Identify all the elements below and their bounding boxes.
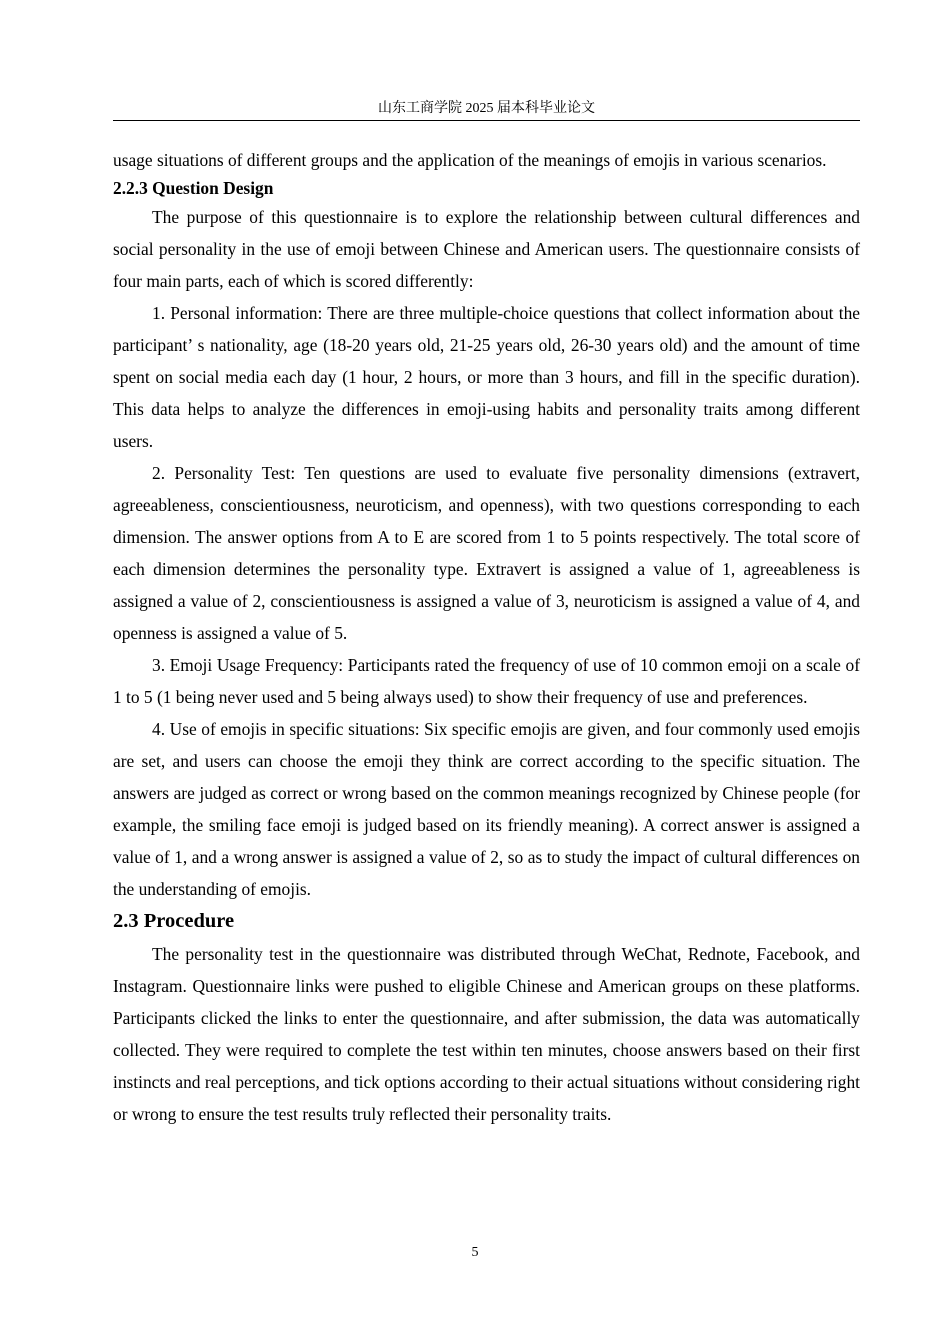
paragraph-procedure: The personality test in the questionnaire was distributed through WeChat, Rednote, Facebook, and Instagram. Questionnaire links were pushed to eligible Chinese and American groups on these platforms. Participants clicked the links to enter the questionnaire, and after submission, the data was automatically collected. They were required to complete the test within ten minutes, choose answers based on their first instincts and real perceptions, and tick options according to their actual situations without considering right or wrong to ensure the test results truly reflected their personality traits.: [113, 944, 860, 1124]
section-heading-2-2-3: 2.2.3 Question Design: [113, 178, 274, 198]
page-body: [113, 144, 860, 1130]
page-number: 5: [471, 1245, 479, 1260]
paragraph-continuation: usage situations of different groups and the application of the meanings of emojis in various scenarios.: [113, 150, 827, 170]
paragraph-item-emoji-situations: 4. Use of emojis in specific situations: Six specific emojis are given, and four commonly used emojis are set, and users can choose the emoji they think are correct according to the specific situation. The answers are judged as correct or wrong based on the common meanings recognized by Chinese people (for example, the smiling face emoji is judged based on its friendly meaning). A correct answer is assigned a value of 1, and a wrong answer is assigned a value of 2, so as to study the impact of cultural differences on the understanding of emojis.: [113, 719, 860, 899]
running-header: 山东工商学院 2025 届本科毕业论文: [113, 100, 860, 121]
paragraph-item-emoji-frequency: 3. Emoji Usage Frequency: Participants rated the frequency of use of 10 common emoji on a scale of 1 to 5 (1 being never used and 5 being always used) to show their frequency of use and preferences.: [113, 655, 860, 707]
section-heading-2-3: 2.3 Procedure: [113, 910, 235, 932]
paragraph-item-personality-test: 2. Personality Test: Ten questions are used to evaluate five personality dimensions (extravert, agreeableness, conscientiousness, neuroticism, and openness), with two questions corresponding to each dimension. The answer options from A to E are scored from 1 to 5 points respectively. The total score of each dimension determines the personality type. Extravert is assigned a value of 1, agreeableness is assigned a value of 2, conscientiousness is assigned a value of 3, neuroticism is assigned a value of 4, and openness is assigned a value of 5.: [113, 463, 860, 643]
paragraph-questionnaire-intro: The purpose of this questionnaire is to explore the relationship between cultural differences and social personality in the use of emoji between Chinese and American users. The questionnaire consists of four main parts, each of which is scored differently:: [113, 207, 860, 291]
paragraph-item-personal-information: 1. Personal information: There are three multiple-choice questions that collect information about the participant’ s nationality, age (18-20 years old, 21-25 years old, 26-30 years old) and the amount of time spent on social media each day (1 hour, 2 hours, or more than 3 hours, and fill in the specific duration). This data helps to analyze the differences in emoji-using habits and personality traits among different users.: [113, 303, 860, 451]
